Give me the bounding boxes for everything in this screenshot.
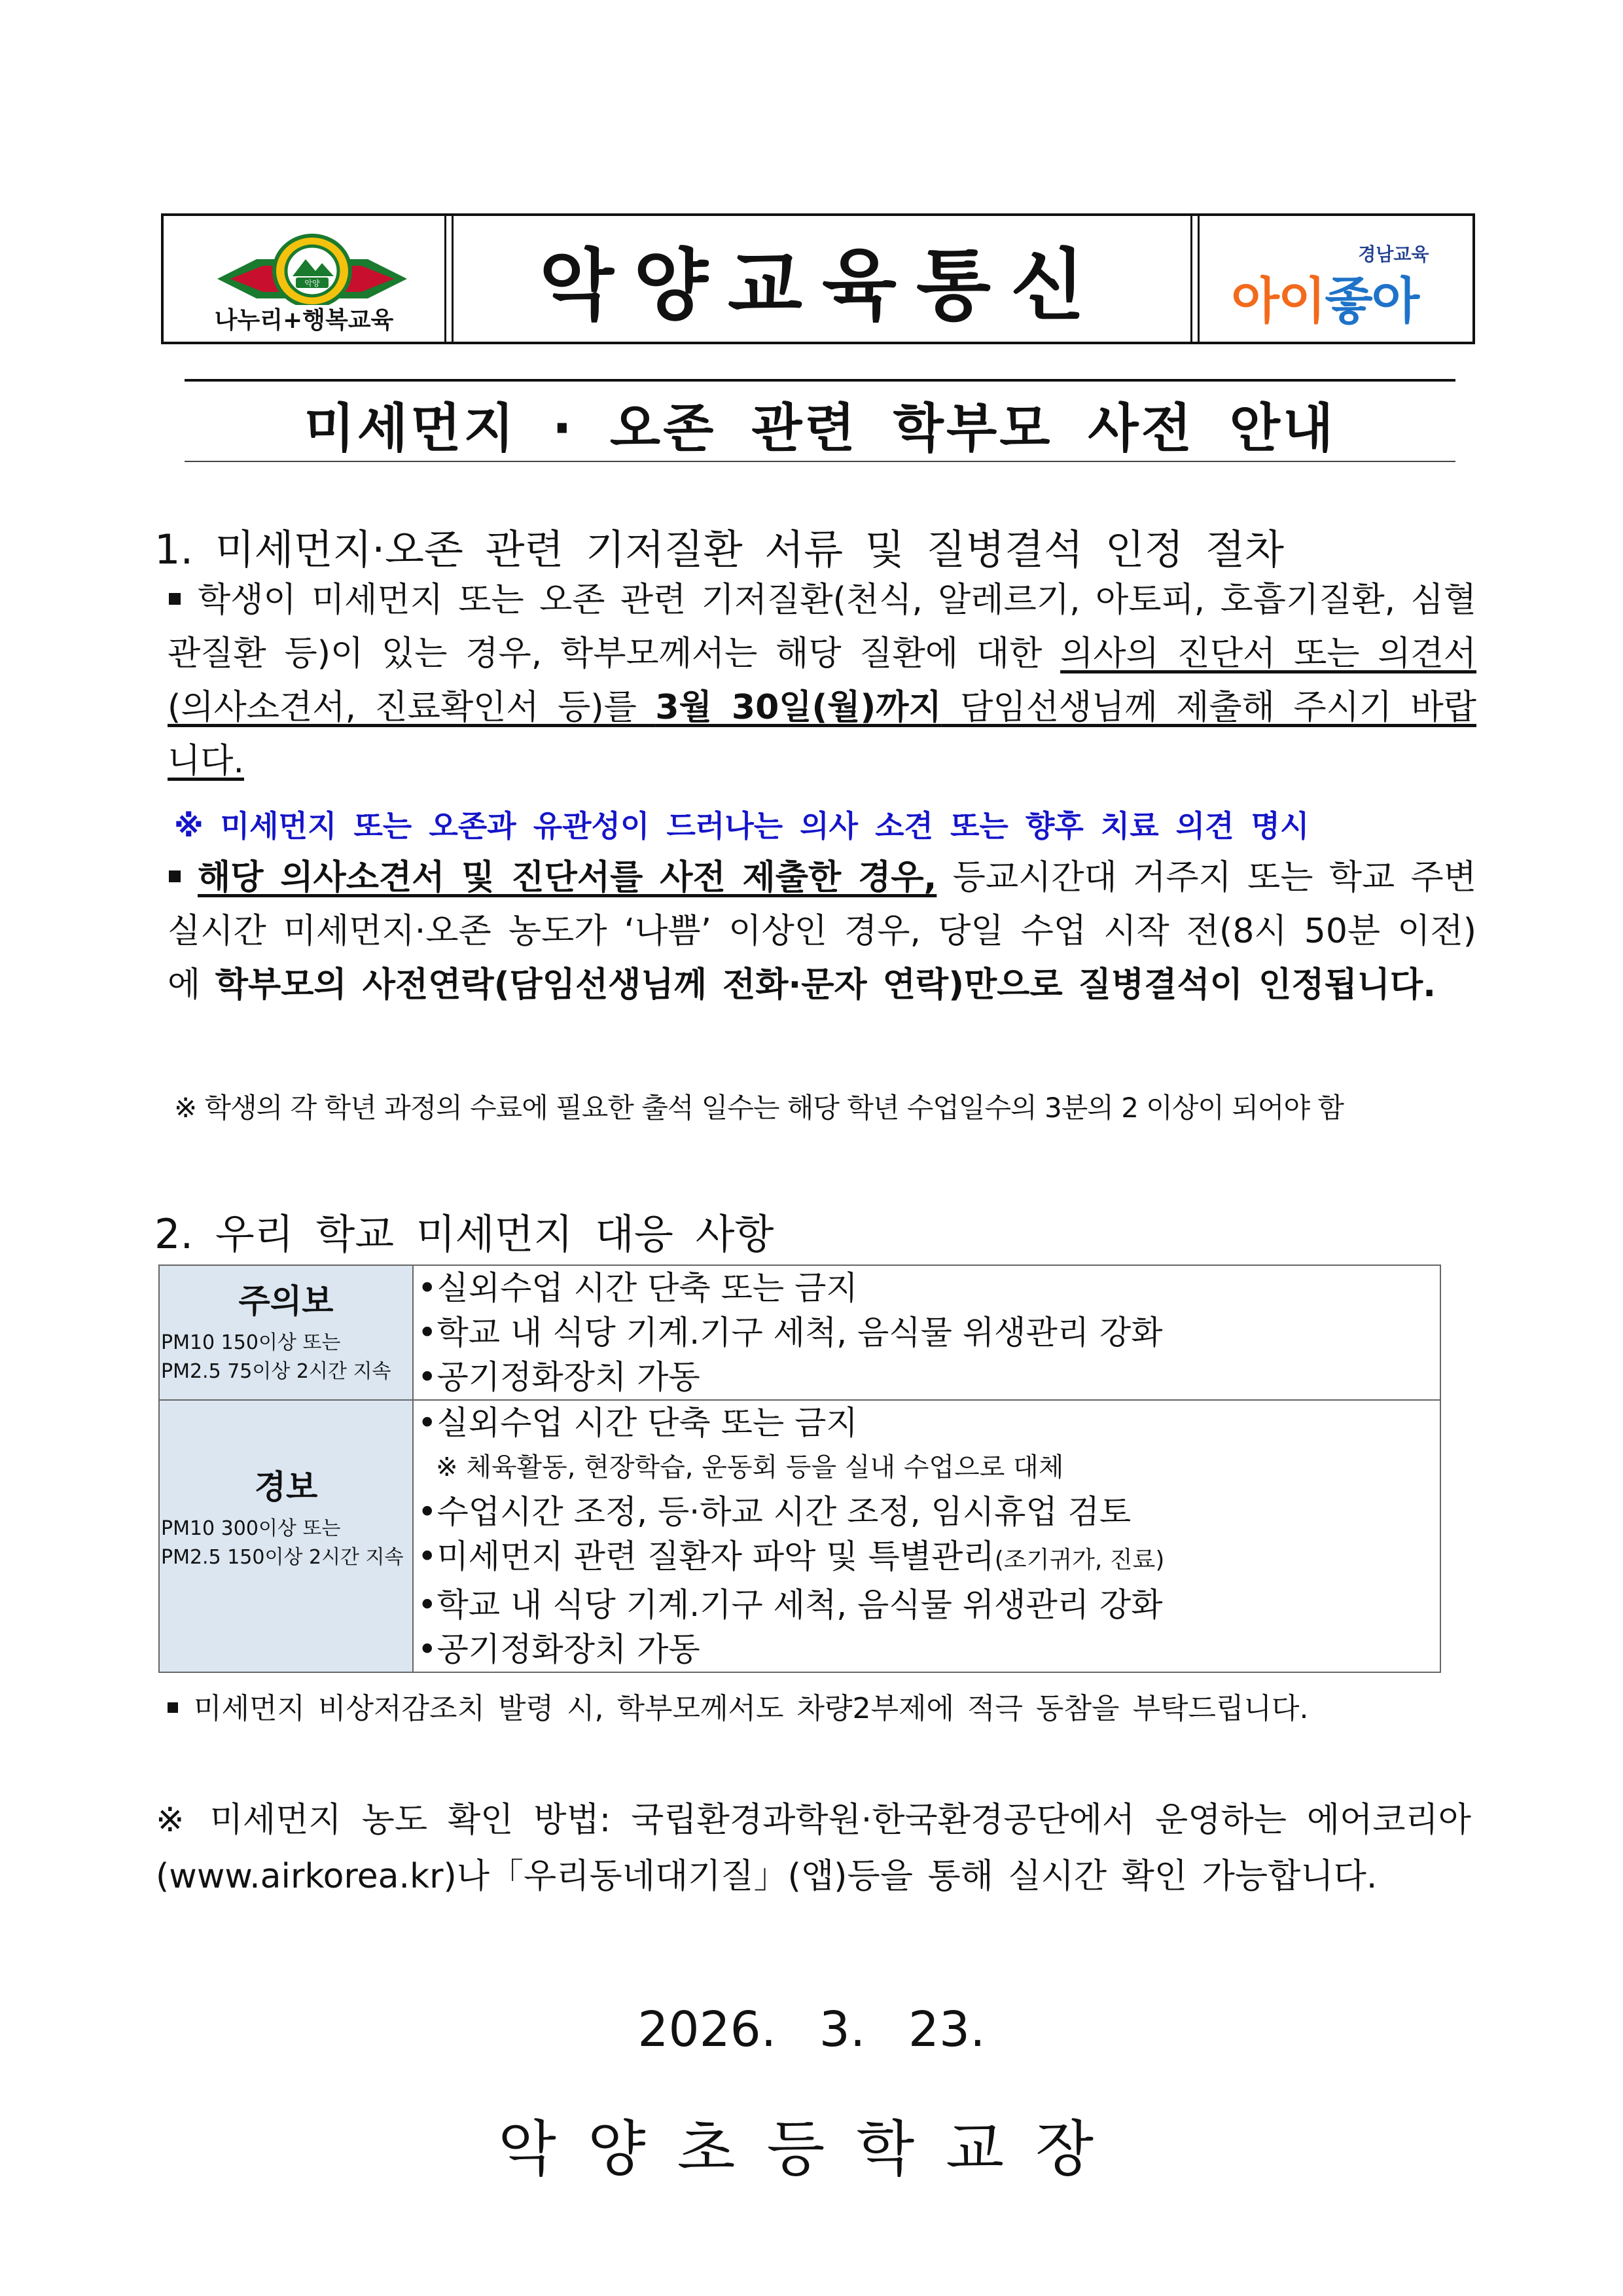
action-item: •공기정화장치 가동 [418, 1358, 700, 1396]
school-emblem-icon [217, 233, 407, 305]
action-item: •실외수업 시간 단축 또는 금지 [418, 1404, 858, 1442]
action-subnote: ※ 체육활동, 현장학습, 운동회 등을 실내 수업으로 대체 [436, 1452, 1064, 1482]
action-item: •미세먼지 관련 질환자 파악 및 특별관리(조기귀가, 진료) [418, 1537, 1165, 1575]
section1-paragraph1: 학생이 미세먼지 또는 오존 관련 기저질환(천식, 알레르기, 아토피, 호흡기질환, 심혈관질환 등)이 있는 경우, 학부모께서는 해당 질환에 대한 의사의 진단서 또는 의견서(의사소견서, 진료확인서 등)를 3월 30일(월)까지 담임선생님께 제출해 주시기 바랍니다. [168, 581, 1477, 781]
actions-cell [413, 1265, 1440, 1400]
criteria-line: PM10 300이상 또는 [161, 1517, 341, 1540]
action-item: •학교 내 식당 기계.기구 세척, 음식물 위생관리 강화 [418, 1586, 1163, 1624]
action-item: •실외수업 시간 단축 또는 금지 [418, 1269, 858, 1307]
title-cell [452, 216, 1192, 342]
dust-check-howto: ※ 미세먼지 농도 확인 방법: 국립환경과학원·한국환경공단에서 운영하는 에어코리아(www.airkorea.kr)나「우리동네대기질」(앱)등을 통해 실시간 확인 가능합니다. [156, 1801, 1471, 1896]
logo-caption: 나누리+행복교육 [214, 307, 394, 334]
criteria-line: PM10 150이상 또는 [161, 1331, 341, 1354]
table-row [159, 1265, 1440, 1400]
table-row [159, 1400, 1440, 1672]
section1-title: 1. 미세먼지·오존 관련 기저질환 서류 및 질병결석 인정 절차 [154, 526, 1285, 573]
page-subtitle: 미세먼지 · 오존 관련 학부모 사전 안내 [304, 398, 1336, 459]
section1-note-blue: ※ 미세먼지 또는 오존과 유관성이 드러나는 의사 소견 또는 향후 치료 의견 명시 [174, 808, 1310, 844]
signer-name: 악양초등학교장 [497, 2114, 1126, 2184]
carpool-notice: 미세먼지 비상저감조치 발령 시, 학부모께서도 차량2부제에 적극 동참을 부탁드립니다. [168, 1685, 1309, 1727]
subtitle-rule-top [185, 379, 1455, 382]
action-item: •수업시간 조정, 등·하교 시간 조정, 임시휴업 검토 [418, 1493, 1132, 1531]
section2-title: 2. 우리 학교 미세먼지 대응 사항 [154, 1210, 774, 1258]
criteria-line: PM2.5 150이상 2시간 지속 [161, 1546, 404, 1569]
brand-main-text: 아이좋아 [1231, 272, 1419, 330]
level-cell [159, 1400, 413, 1672]
section1-paragraph2: 해당 의사소견서 및 진단서를 사전 제출한 경우, 등교시간대 거주지 또는 학교 주변 실시간 미세먼지·오존 농도가 ‘나쁨’ 이상인 경우, 당일 수업 시작 전(8시 50분 이전)에 학부모의 사전연락(담임선생님께 전화·문자 연락)만으로 질병결석이 인정됩니다. [168, 858, 1476, 1005]
section1-note-attendance: ※ 학생의 각 학년 과정의 수료에 필요한 출석 일수는 해당 학년 수업일수의 3분의 2 이상이 되어야 함 [174, 1092, 1344, 1124]
dust-response-table [158, 1265, 1441, 1673]
school-logo-cell [164, 216, 446, 342]
newsletter-title: 악양교육통신 [539, 240, 1105, 331]
svg-text:악양: 악양 [304, 279, 320, 288]
brand-cell [1198, 216, 1472, 342]
level-label: 경보 [254, 1468, 318, 1506]
newsletter-header [161, 213, 1475, 344]
square-bullet-icon [169, 870, 181, 882]
action-item: •학교 내 식당 기계.기구 세척, 음식물 위생관리 강화 [418, 1314, 1163, 1352]
criteria-line: PM2.5 75이상 2시간 지속 [161, 1360, 391, 1383]
level-cell [159, 1265, 413, 1400]
brand-small-text: 경남교육 [1358, 243, 1429, 265]
level-label: 주의보 [238, 1282, 334, 1320]
subtitle-rule-bottom [185, 461, 1455, 462]
action-item: •공기정화장치 가동 [418, 1630, 700, 1668]
document-date: 2026. 3. 23. [637, 2001, 986, 2058]
actions-cell [413, 1400, 1440, 1672]
square-bullet-icon [169, 593, 181, 605]
square-bullet-icon [168, 1702, 178, 1713]
brand-logo [1225, 230, 1448, 328]
